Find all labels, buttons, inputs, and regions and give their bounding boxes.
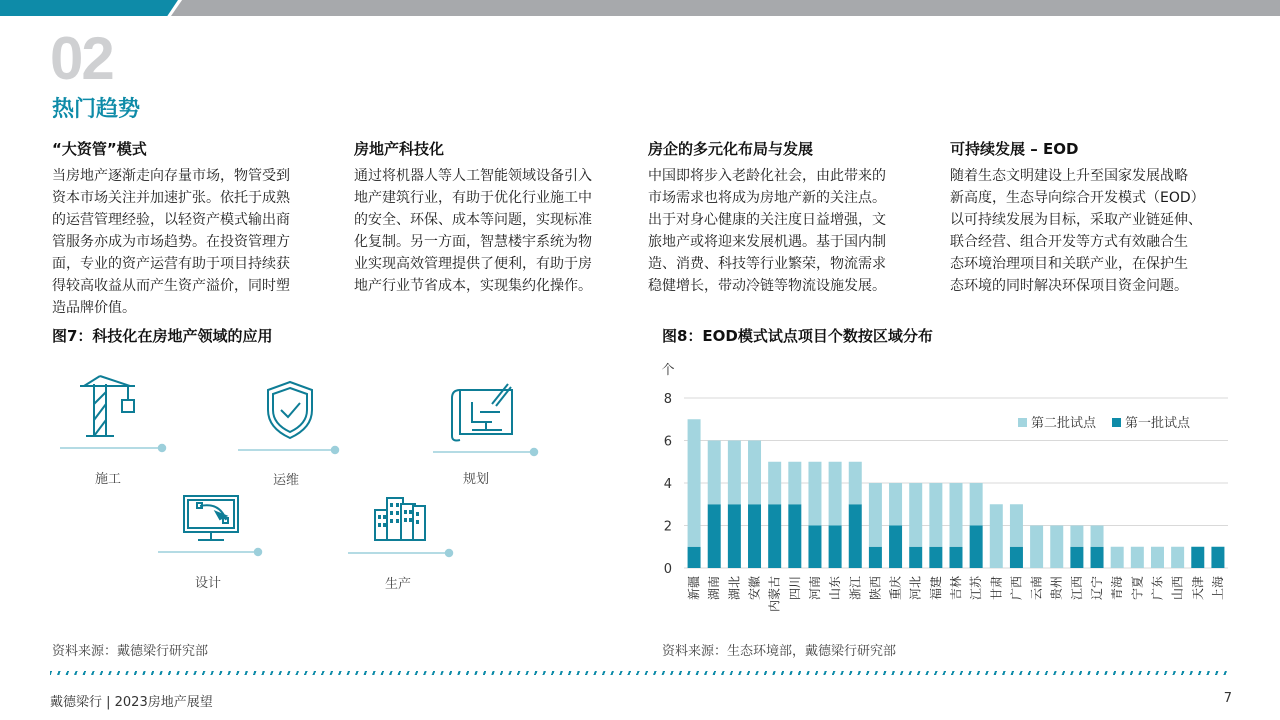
legend-label-second: 第二批试点 [1031,416,1097,431]
column-body-eod: 随着生态文明建设上升至国家发展战略 新高度，生态导向综合开发模式（EOD） 以可持续发展为目标，采取产业链延伸、 联合经营、组合开发等方式有效融合生 态环境治理项目和关联产业，在保护生 态环境的同时解决环保项目资金问题。 [950,168,1205,294]
bar-first-batch [1010,547,1023,568]
figure7-source: 资料来源：戴德梁行研究部 [52,644,209,659]
x-tick-label: 广东 [1150,576,1165,601]
x-tick-label: 江西 [1069,576,1084,601]
legend-label-first: 第一批试点 [1125,416,1191,431]
x-tick-label: 湖北 [727,576,742,601]
top-grey-bar [171,0,1280,16]
x-tick-label: 广西 [1009,576,1024,601]
bar-second-batch [1091,526,1104,547]
bar-first-batch [1211,547,1224,568]
figure7-title: 图7：科技化在房地产领域的应用 [52,327,273,345]
x-tick-label: 甘肃 [989,576,1004,601]
bar-first-batch [768,504,781,568]
x-tick-label: 山西 [1170,576,1185,601]
footer-text: 戴德梁行 | 2023房地产展望 [50,695,213,710]
bar-second-batch [950,483,963,547]
bar-first-batch [889,526,902,569]
bar-second-batch [970,483,983,526]
y-tick-label: 4 [663,477,672,492]
bar-second-batch [1070,526,1083,547]
bar-second-batch [849,462,862,505]
bar-first-batch [688,547,701,568]
column-title-eod: 可持续发展 – EOD [950,140,1079,158]
y-axis-unit: 个 [661,363,675,378]
x-tick-label: 上海 [1210,576,1225,601]
label-operations: 运维 [272,473,299,488]
legend-swatch-first [1112,418,1121,427]
bar-first-batch [929,547,942,568]
figure8-title: 图8：EOD模式试点项目个数按区域分布 [662,327,933,345]
x-tick-label: 辽宁 [1090,576,1105,601]
factory-buildings-icon [375,498,425,540]
x-tick-label: 安徽 [747,576,762,601]
x-tick-label: 湖南 [707,576,722,601]
monitor-design-icon [184,496,238,540]
section-number: 02 [50,25,113,92]
bar-first-batch [970,526,983,569]
bar-second-batch [1111,547,1124,568]
y-tick-label: 6 [663,434,672,450]
bar-first-batch [728,504,741,568]
x-tick-label: 贵州 [1049,576,1064,601]
x-tick-label: 天津 [1190,576,1205,601]
bar-second-batch [1050,526,1063,569]
bar-second-batch [708,441,721,505]
x-tick-label: 陕西 [868,576,883,601]
y-tick-label: 0 [663,562,672,577]
bar-second-batch [1131,547,1144,568]
bar-second-batch [1010,504,1023,547]
bar-second-batch [1171,547,1184,568]
x-tick-label: 云南 [1029,576,1044,601]
eod-stacked-bar-chart [640,352,1240,636]
legend-swatch-second [1018,418,1027,427]
bar-first-batch [849,504,862,568]
shield-check-icon [268,382,312,438]
bar-first-batch [869,547,882,568]
bar-second-batch [808,462,821,526]
column-body-asset-management: 当房地产逐渐走向存量市场，物管受到 资本市场关注并加速扩张。依托于成熟 的运营管理经验，以轻资产模式输出商 管服务亦成为市场趋势。在投资管理方 面，专业的资产运营有助于项目持续获 得较高收益从而产生资产溢价，同时塑 造品牌价值。 [52,168,290,316]
crane-icon [80,376,135,436]
label-planning: 规划 [462,472,489,487]
bar-second-batch [990,504,1003,568]
x-tick-label: 新疆 [687,576,702,601]
x-tick-label: 吉林 [949,576,963,601]
bar-second-batch [788,462,801,505]
label-design: 设计 [194,576,221,591]
bar-second-batch [929,483,942,547]
bar-first-batch [909,547,922,568]
bar-second-batch [1151,547,1164,568]
column-body-diversification: 中国即将步入老龄化社会，由此带来的 市场需求也将成为房地产新的关注点。 出于对身心健康的关注度日益增强，文 旅地产或将迎来发展机遇。基于国内制 造、消费、科技等行业繁荣，物流需求 稳健增长，带动冷链等物流设施发展。 [648,168,886,294]
column-title-asset-management: “大资管”模式 [52,140,147,158]
x-tick-label: 河北 [908,576,923,601]
column-body-proptech: 通过将机器人等人工智能领域设备引入 地产建筑行业，有助于优化行业施工中 的安全、环保、成本等问题，实现标准 化复制。另一方面，智慧楼宇系统为物 业实现高效管理提供了便利，有助于房 地产行业节省成本，实现集约化操作。 [354,168,592,294]
column-title-proptech: 房地产科技化 [354,140,445,158]
blueprint-icon [452,384,512,441]
x-tick-label: 宁夏 [1130,576,1145,601]
x-tick-label: 浙江 [848,576,863,601]
bar-second-batch [748,441,761,505]
y-tick-label: 2 [663,519,672,535]
column-title-diversification: 房企的多元化布局与发展 [648,140,814,158]
bar-second-batch [688,419,701,547]
y-tick-label: 8 [663,392,672,407]
x-tick-label: 山东 [828,576,843,601]
bar-first-batch [1091,547,1104,568]
x-tick-label: 江苏 [969,576,984,601]
bar-first-batch [808,526,821,569]
bar-second-batch [909,483,922,547]
top-accent-bar [0,0,178,16]
bar-second-batch [869,483,882,547]
bar-second-batch [889,483,902,526]
bar-first-batch [748,504,761,568]
bar-second-batch [829,462,842,526]
x-tick-label: 福建 [928,576,943,601]
x-tick-label: 重庆 [888,576,903,601]
x-tick-label: 内蒙古 [767,576,782,613]
label-construction: 施工 [94,472,121,487]
bar-first-batch [1070,547,1083,568]
section-title: 热门趋势 [52,97,141,122]
bar-second-batch [728,441,741,505]
x-tick-label: 河南 [807,576,822,601]
label-production: 生产 [384,577,411,592]
chart-legend [1018,415,1191,431]
bar-first-batch [788,504,801,568]
bar-first-batch [829,526,842,569]
bar-first-batch [708,504,721,568]
bar-second-batch [768,462,781,505]
figure8-source: 资料来源：生态环境部，戴德梁行研究部 [662,644,897,659]
bar-first-batch [1191,547,1204,568]
x-tick-label: 四川 [787,576,802,601]
bar-first-batch [950,547,963,568]
page-number: 7 [1223,691,1232,706]
footer-dashed-divider [50,671,1232,675]
x-tick-label: 青海 [1110,576,1125,601]
bar-second-batch [1030,526,1043,569]
